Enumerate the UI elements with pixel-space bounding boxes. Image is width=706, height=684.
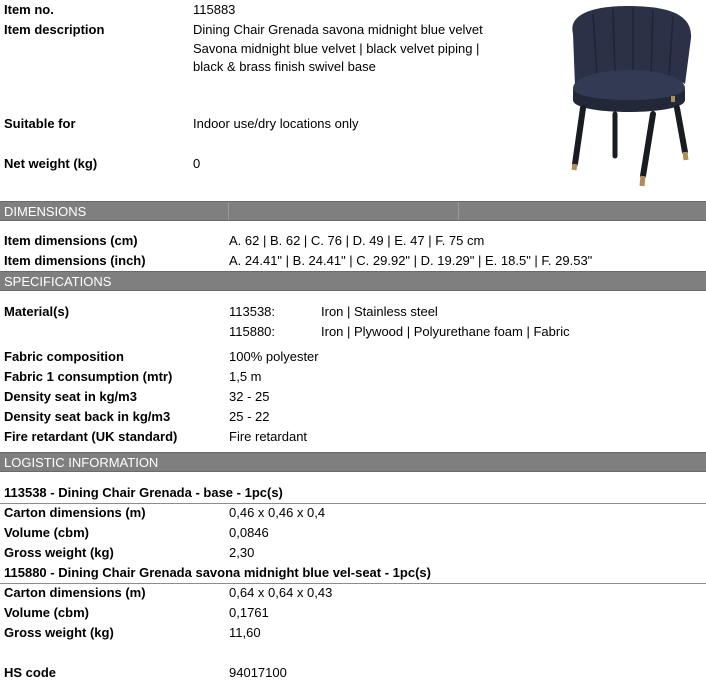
chair-product-image	[553, 4, 703, 192]
item-no-value: 115883	[193, 2, 236, 17]
item-description-value	[193, 21, 513, 77]
item-no-label: Item no.	[4, 2, 54, 17]
header-divider	[458, 202, 459, 220]
item-dimensions-cm-value: A. 62 | B. 62 | C. 76 | D. 49 | E. 47 | F. 75 cm	[229, 233, 485, 248]
carton-dimensions-label: Carton dimensions (m)	[4, 505, 146, 520]
net-weight-label: Net weight (kg)	[4, 156, 98, 171]
logistic-part-title: 113538 - Dining Chair Grenada - base - 1pc(s)	[4, 485, 283, 500]
item-dimensions-cm-label: Item dimensions (cm)	[4, 233, 138, 248]
density-seat-value: 32 - 25	[229, 389, 270, 404]
specifications-header-label: SPECIFICATIONS	[4, 274, 112, 289]
material-code: 115880:	[229, 324, 276, 339]
logistic-part-title: 115880 - Dining Chair Grenada savona midnight blue vel-seat - 1pc(s)	[4, 565, 431, 580]
specifications-header	[0, 271, 706, 291]
density-seat-label: Density seat in kg/m3	[4, 389, 137, 404]
dimensions-header	[0, 201, 706, 221]
fabric-composition-value: 100% polyester	[229, 349, 319, 364]
logistic-header	[0, 452, 706, 472]
dimensions-header-label: DIMENSIONS	[4, 204, 87, 219]
fire-retardant-label: Fire retardant (UK standard)	[4, 429, 178, 444]
item-description-line: Dining Chair Grenada savona midnight blue velvet	[193, 22, 483, 37]
header-divider	[228, 202, 229, 220]
volume-label: Volume (cbm)	[4, 525, 89, 540]
divider-line	[0, 503, 706, 504]
carton-dimensions-value: 0,64 x 0,64 x 0,43	[229, 585, 333, 600]
gross-weight-value: 11,60	[229, 625, 261, 640]
hs-code-value: 94017100	[229, 665, 287, 680]
suitable-for-label: Suitable for	[4, 116, 76, 131]
volume-label: Volume (cbm)	[4, 605, 89, 620]
material-value: Iron | Plywood | Polyurethane foam | Fabric	[321, 324, 570, 339]
density-seat-back-value: 25 - 22	[229, 409, 270, 424]
volume-value: 0,0846	[229, 525, 269, 540]
logistic-header-label: LOGISTIC INFORMATION	[4, 455, 159, 470]
item-description-line: Savona midnight blue velvet | black velvet piping | black & brass finish swivel base	[193, 40, 480, 74]
fabric-consumption-value: 1,5 m	[229, 369, 262, 384]
item-dimensions-inch-value: A. 24.41" | B. 24.41" | C. 29.92" | D. 19.29" | E. 18.5" | F. 29.53"	[229, 253, 593, 268]
material-value: Iron | Stainless steel	[321, 304, 438, 319]
gross-weight-value: 2,30	[229, 545, 255, 560]
volume-value: 0,1761	[229, 605, 269, 620]
divider-line	[0, 583, 706, 584]
gross-weight-label: Gross weight (kg)	[4, 545, 114, 560]
suitable-for-value: Indoor use/dry locations only	[193, 116, 359, 131]
density-seat-back-label: Density seat back in kg/m3	[4, 409, 171, 424]
item-dimensions-inch-label: Item dimensions (inch)	[4, 253, 146, 268]
materials-label: Material(s)	[4, 304, 70, 319]
net-weight-value: 0	[193, 156, 201, 171]
gross-weight-label: Gross weight (kg)	[4, 625, 114, 640]
hs-code-label: HS code	[4, 665, 57, 680]
item-description-label: Item description	[4, 22, 105, 37]
carton-dimensions-value: 0,46 x 0,46 x 0,4	[229, 505, 326, 520]
material-code: 113538:	[229, 304, 276, 319]
fabric-consumption-label: Fabric 1 consumption (mtr)	[4, 369, 173, 384]
fabric-composition-label: Fabric composition	[4, 349, 124, 364]
fire-retardant-value: Fire retardant	[229, 429, 308, 444]
carton-dimensions-label: Carton dimensions (m)	[4, 585, 146, 600]
